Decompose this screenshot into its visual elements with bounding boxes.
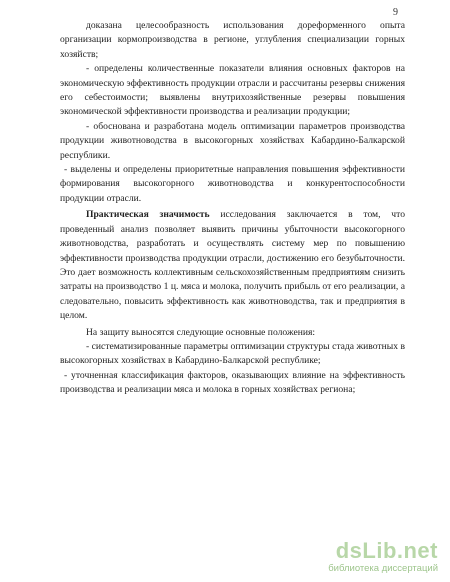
watermark-caption: библиотека диссертаций [328,563,438,574]
paragraph-model: - обоснована и разработана модель оптимизации параметров производства продукции животноводства в высокогорных хозяйствах Кабардино-Балкарской республики. [60,120,405,161]
page-number: 9 [393,7,398,18]
paragraph-priorities: - выделены и определены приоритетные направления повышения эффективности формирования высокогорного животноводства и конкурентоспособности продукции отрасли. [60,164,405,204]
paragraph-defense-intro: На защиту выносятся следующие основные положения: [86,326,316,338]
practical-significance-term: Практическая значимость [86,209,210,221]
paragraph-defense-structure: - систематизированные параметры оптимизации структуры стада животных в высокогорных хозяйствах в Кабардино-Балкарской республике; [60,340,405,367]
practical-significance-text: исследования заключается в том, что проведенный анализ позволяет выявить причины убыточности высокогорного животноводства, разработать и осуществлять систему мер по повышению эффективности производства продукции отрасли, достижению его безубыточности. Это дает возможность коллективным сельскохозяйственным предприятиям снизить затраты на производство 1 ц. мяса и молока, получить прибыль от его реализации, а следовательно, повысить эффективность как животноводства, так и предприятия в целом. [60,209,405,322]
paragraph-defense-classification: - уточненная классификация факторов, оказывающих влияние на эффективность производства и реализации мяса и молока в горных хозяйствах региона; [60,369,405,396]
paragraph-indicators: - определены количественные показатели влияния основных факторов на экономическую эффективность продукции отрасли и рассчитаны резервы снижения его себестоимости; выявлены внутрихозяйственные резервы повышения экономической эффективности производства и реализации продукции; [60,63,405,118]
watermark [328,540,438,574]
paragraph-experience: доказана целесообразность использования дореформенного опыта организации кормопроизводства в регионе, углубления специализации горных хозяйств; [60,20,405,60]
document-body [60,19,405,398]
watermark-logo: dsLib.net [335,538,438,563]
paragraph-practical-significance [60,208,405,323]
